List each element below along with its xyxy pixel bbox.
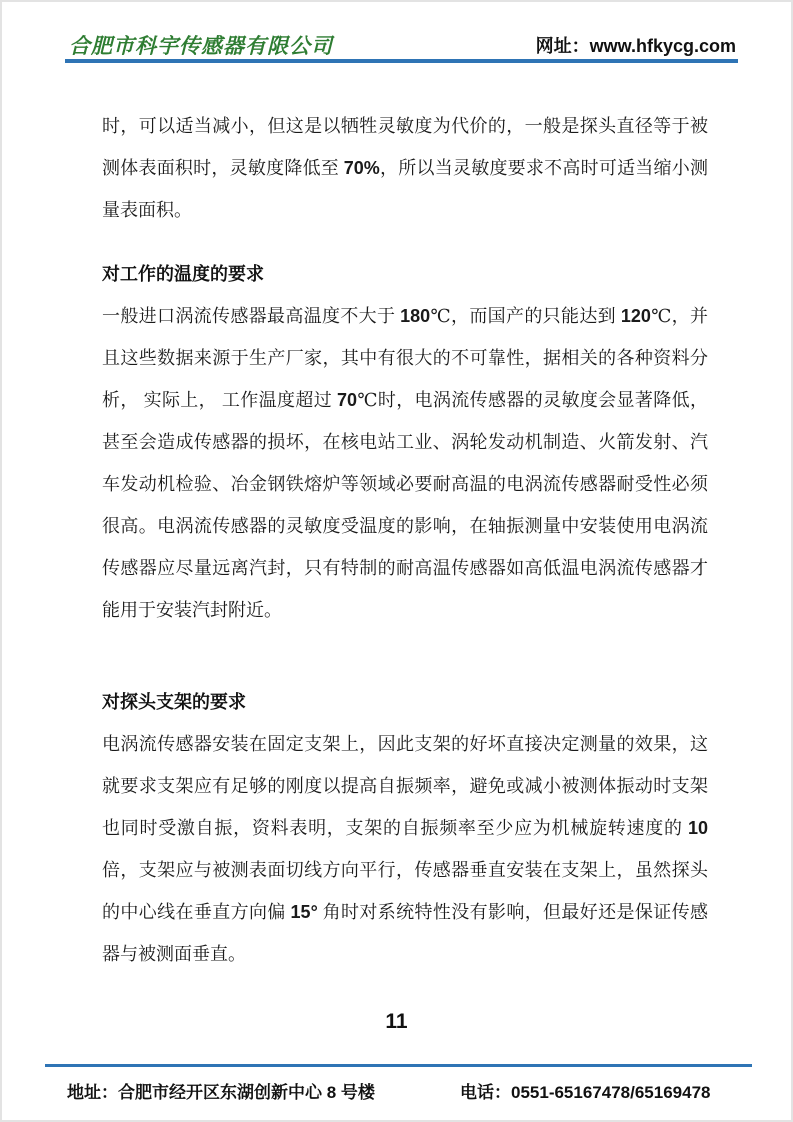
bold-text-run: 15° [290,902,318,922]
bold-text-run: 70% [343,158,380,178]
bold-text-run: 120 [620,306,651,326]
paragraph [102,295,708,631]
paragraph [102,105,708,231]
paragraph [102,723,708,975]
website-address: www.hfkycg.com [589,36,736,56]
text-run: 角时对系统特性没有影响，但最好还是保证传感器与被测面垂直。 [102,902,709,964]
bold-text-run: 180 [400,306,431,326]
document-section [102,681,708,975]
section-heading: 对工作的温度的要求 [102,264,264,284]
document-section [102,253,708,631]
text-run: ℃，而国产的只能达到 [430,306,621,326]
text-run: ，所以当灵敏度要求不高时可适当缩小测量表面积。 [102,158,709,220]
bold-text-run: 70 [336,390,357,410]
footer-divider-line [45,1064,752,1067]
phone-value: 0551-65167478/65169478 [511,1083,711,1102]
text-run: 倍，支架应与被测表面切线方向平行，传感器垂直安装在支架上，虽然探头的中心线在垂直方向偏 [102,860,708,922]
document-body [102,105,708,975]
text-run: 电涡流传感器安装在固定支架上，因此支架的好坏直接决定测量的效果，这就要求支架应有足够的刚度以提高自振频率，避免或减小被测体振动时支架也同时受激自振，资料表明，支架的自振频率至少应为机械旋转速度的 [102,734,708,838]
text-run: 时，可以适当减小，但这是以牺牲灵敏度为代价的，一般是探头直径等于被测体表面积时，灵敏度降低至 [102,116,708,178]
website-url [536,32,736,58]
footer-address [67,1078,375,1103]
address-label: 地址： [67,1083,118,1102]
text-run: ℃，并且这些数据来源于生产厂家，其中有很大的不可靠性，据相关的各种资料分析， 实际上， 工作温度超过 [102,306,709,410]
section-heading: 对探头支架的要求 [102,692,246,712]
phone-label: 电话： [460,1083,511,1102]
header-divider-line [65,59,738,63]
text-run: ℃时，电涡流传感器的灵敏度会显著降低，甚至会造成传感器的损坏，在核电站工业、涡轮发动机制造、火箭发射、汽车发动机检验、冶金钢铁熔炉等领域必要耐高温的电涡流传感器耐受性必须很高。电涡流传感器的灵敏度受温度的影响，在轴振测量中安装使用电涡流传感器应尽量远离汽封，只有特制的耐高温传感器如高低温电涡流传感器才能用于安装汽封附近。 [102,390,708,620]
company-name: 合肥市科宇传感器有限公司 [69,34,333,58]
bold-text-run: 10 [687,818,708,838]
website-label: 网址： [535,36,590,56]
footer-phone [460,1078,710,1103]
page-header [65,28,738,62]
document-section [102,105,708,231]
page-footer [2,1078,791,1108]
address-value: 合肥市经开区东湖创新中心 8 号楼 [118,1083,375,1102]
text-run: 一般进口涡流传感器最高温度不大于 [102,306,401,326]
page-number: 11 [385,1010,408,1033]
